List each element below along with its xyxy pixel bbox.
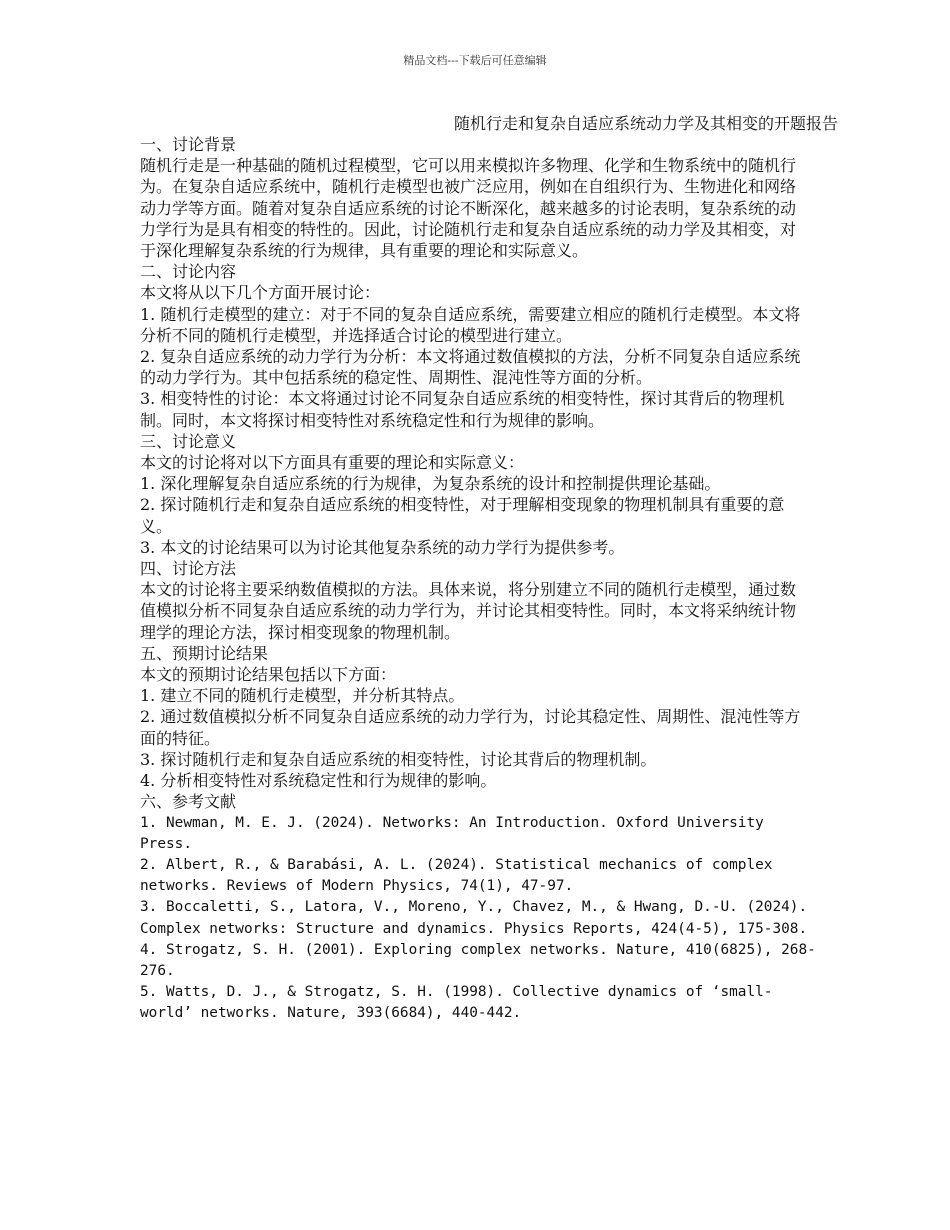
list-item: 1. 深化理解复杂自适应系统的行为规律，为复杂系统的设计和控制提供理论基础。 (140, 474, 721, 494)
list-item: 4. 分析相变特性对系统稳定性和行为规律的影响。 (140, 771, 497, 791)
section-heading: 四、讨论方法 (140, 559, 237, 579)
reference-item: 3. Boccaletti, S., Latora, V., Moreno, Y., Chavez, M., & Hwang, D.-U. (2024). Complex networks: Structure and dynamics. Physics Reports, 424(4-5), 175-308. (140, 899, 816, 937)
references-list (140, 813, 820, 1025)
paragraph: 本文的预期讨论结果包括以下方面： (140, 665, 397, 685)
list-item: 2. 复杂自适应系统的动力学行为分析：本文将通过数值模拟的方法，分析不同复杂自适应系统的动力学行为。其中包括系统的稳定性、周期性、混沌性等方面的分析。 (140, 347, 801, 388)
document-body (140, 134, 816, 1025)
paragraph: 本文将从以下几个方面开展讨论： (140, 283, 381, 303)
header-note: 精品文档---下载后可任意编辑 (403, 54, 547, 67)
list-item: 3. 探讨随机行走和复杂自适应系统的相变特性，讨论其背后的物理机制。 (140, 749, 657, 769)
list-item: 2. 探讨随机行走和复杂自适应系统的相变特性，对于理解相变现象的物理机制具有重要的意义。 (140, 495, 785, 536)
paragraph: 本文的讨论将主要采纳数值模拟的方法。具体来说，将分别建立不同的随机行走模型，通过数值模拟分析不同复杂自适应系统的动力学行为，并讨论其相变特性。同时，本文将采纳统计物理学的理论方法，探讨相变现象的物理机制。 (140, 580, 797, 642)
section-heading: 五、预期讨论结果 (140, 643, 269, 663)
section-heading: 一、讨论背景 (140, 135, 237, 154)
document-title: 随机行走和复杂自适应系统动力学及其相变的开题报告 (453, 114, 838, 133)
list-item: 3. 本文的讨论结果可以为讨论其他复杂系统的动力学行为提供参考。 (140, 537, 625, 557)
list-item: 3. 相变特性的讨论：本文将通过讨论不同复杂自适应系统的相变特性，探讨其背后的物理机制。同时，本文将探讨相变特性对系统稳定性和行为规律的影响。 (140, 389, 785, 430)
references-heading: 六、参考文献 (140, 792, 237, 812)
reference-item: 2. Albert, R., & Barabási, A. L. (2024). Statistical mechanics of complex networks. Reviews of Modern Physics, 74(1), 47-97. (140, 856, 782, 895)
list-item: 1. 随机行走模型的建立：对于不同的复杂自适应系统，需要建立相应的随机行走模型。本文将分析不同的随机行走模型，并选择适合讨论的模型进行建立。 (140, 304, 801, 345)
reference-item: 4. Strogatz, S. H. (2001). Exploring complex networks. Nature, 410(6825), 268-276. (140, 941, 816, 979)
section-heading: 二、讨论内容 (140, 262, 237, 282)
reference-item: 5. Watts, D. J., & Strogatz, S. H. (1998). Collective dynamics of ‘small-world’ networks. Nature, 393(6684), 440-442. (140, 984, 773, 1022)
section-heading: 三、讨论意义 (140, 431, 237, 451)
list-item: 2. 通过数值模拟分析不同复杂自适应系统的动力学行为，讨论其稳定性、周期性、混沌性等方面的特征。 (140, 707, 801, 748)
paragraph: 随机行走是一种基础的随机过程模型，它可以用来模拟许多物理、化学和生物系统中的随机行为。在复杂自适应系统中，随机行走模型也被广泛应用，例如在自组织行为、生物进化和网络动力学等方面。随着对复杂自适应系统的讨论不断深化，越来越多的讨论表明，复杂系统的动力学行为是具有相变的特性的。因此，讨论随机行走和复杂自适应系统的动力学及其相变，对于深化理解复杂系统的行为规律，具有重要的理论和实际意义。 (140, 156, 797, 261)
list-item: 1. 建立不同的随机行走模型，并分析其特点。 (140, 686, 465, 706)
reference-item: 1. Newman, M. E. J. (2024). Networks: An Introduction. Oxford University Press. (140, 814, 773, 852)
paragraph: 本文的讨论将对以下方面具有重要的理论和实际意义： (140, 453, 525, 473)
